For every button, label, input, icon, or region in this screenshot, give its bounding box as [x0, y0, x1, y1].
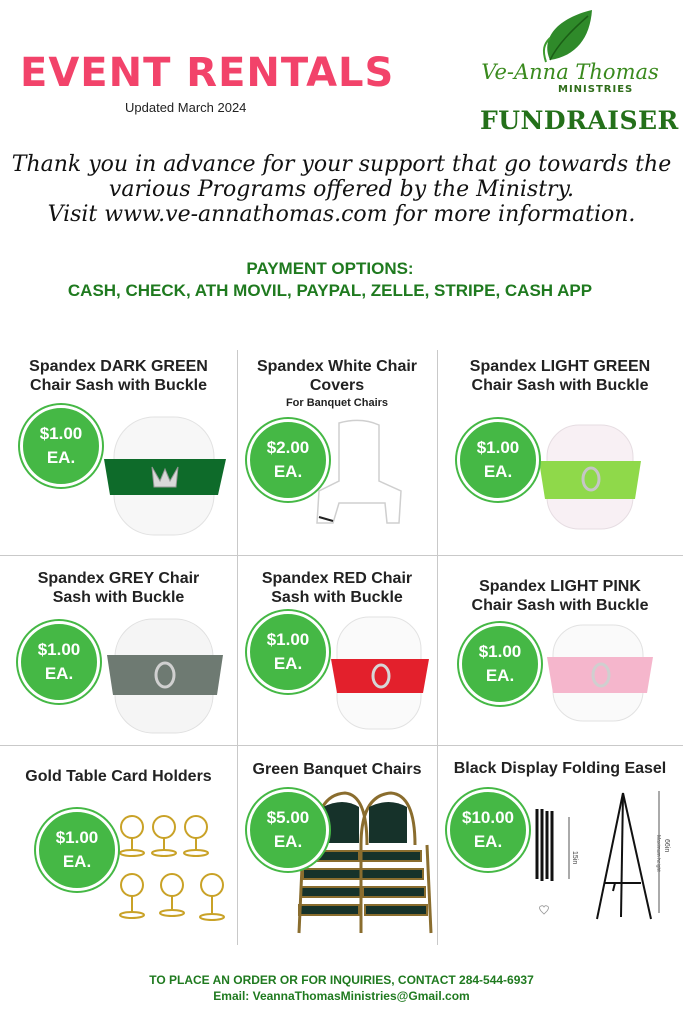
dark-green-sash-image [100, 407, 230, 537]
payment-options: CASH, CHECK, ATH MOVIL, PAYPAL, ZELLE, STRIPE, CASH APP [67, 281, 593, 300]
product-card-green-banquet-chairs [237, 745, 437, 945]
product-card-light-green-sash [437, 345, 683, 555]
price-badge: $1.00 EA. [247, 611, 329, 693]
thanks-line: Thank you in advance for your support that go towards the [11, 152, 672, 177]
light-pink-sash-image [545, 623, 655, 723]
red-sash-image [325, 613, 435, 733]
easel-dimension-note: Maximum height [655, 835, 661, 872]
thanks-line: various Programs offered by the Ministry. [108, 177, 575, 202]
product-title: Spandex LIGHT GREEN Chair Sash with Buckle [469, 358, 651, 394]
product-card-light-pink-sash [437, 555, 683, 745]
product-title: Spandex White Chair Covers [256, 358, 418, 394]
price-badge: $1.00 EA. [457, 419, 539, 501]
price-badge: $5.00 EA. [247, 789, 329, 871]
leaf-icon [480, 8, 660, 68]
product-title: Green Banquet Chairs [252, 761, 422, 778]
price-badge: $1.00 EA. [36, 809, 118, 891]
thanks-line: Visit www.ve-annathomas.com for more information. [47, 202, 636, 227]
fundraiser-label: FUNDRAISER [480, 106, 679, 135]
thank-you-message [10, 152, 673, 227]
ministry-logo [480, 8, 660, 100]
folding-easel-image [529, 783, 679, 933]
logo-name: Ve-Anna Thomas [481, 60, 659, 84]
product-title: Spandex RED Chair Sash with Buckle [261, 570, 413, 606]
product-title: Gold Table Card Holders [25, 768, 212, 785]
price-badge: $1.00 EA. [20, 405, 102, 487]
price-badge: $10.00 EA. [447, 789, 529, 871]
gold-card-holders-image [112, 811, 232, 931]
product-card-gold-card-holders [0, 745, 237, 945]
product-card-red-sash [237, 555, 437, 745]
product-subtitle: For Banquet Chairs [285, 397, 389, 409]
product-card-black-easel [437, 745, 683, 945]
product-grid [0, 345, 683, 945]
updated-date: Updated March 2024 [125, 100, 247, 115]
product-title: Spandex DARK GREEN Chair Sash with Buckle [29, 358, 208, 394]
email-line: Email: VeannaThomasMinistries@Gmail.com [213, 989, 470, 1003]
price-badge: $1.00 EA. [459, 623, 541, 705]
product-card-dark-green-sash [0, 345, 237, 555]
easel-dimension-large: 66in [663, 839, 670, 853]
product-card-white-chair-covers [237, 345, 437, 555]
contact-line: TO PLACE AN ORDER OR FOR INQUIRIES, CONTACT 284-544-6937 [149, 973, 534, 987]
easel-dimension-small: 15in [571, 851, 578, 865]
price-badge: $1.00 EA. [18, 621, 100, 703]
product-card-grey-sash [0, 555, 237, 745]
grey-sash-image [105, 615, 225, 735]
product-title: Spandex LIGHT PINK Chair Sash with Buckle [471, 578, 649, 614]
product-title: Black Display Folding Easel [453, 760, 667, 777]
payment-heading: PAYMENT OPTIONS: [246, 259, 414, 278]
light-green-sash-image [537, 421, 647, 531]
logo-subtitle: MINISTRIES [558, 84, 634, 95]
price-badge: $2.00 EA. [247, 419, 329, 501]
product-title: Spandex GREY Chair Sash with Buckle [37, 570, 200, 606]
page-title: EVENT RENTALS [20, 50, 395, 96]
